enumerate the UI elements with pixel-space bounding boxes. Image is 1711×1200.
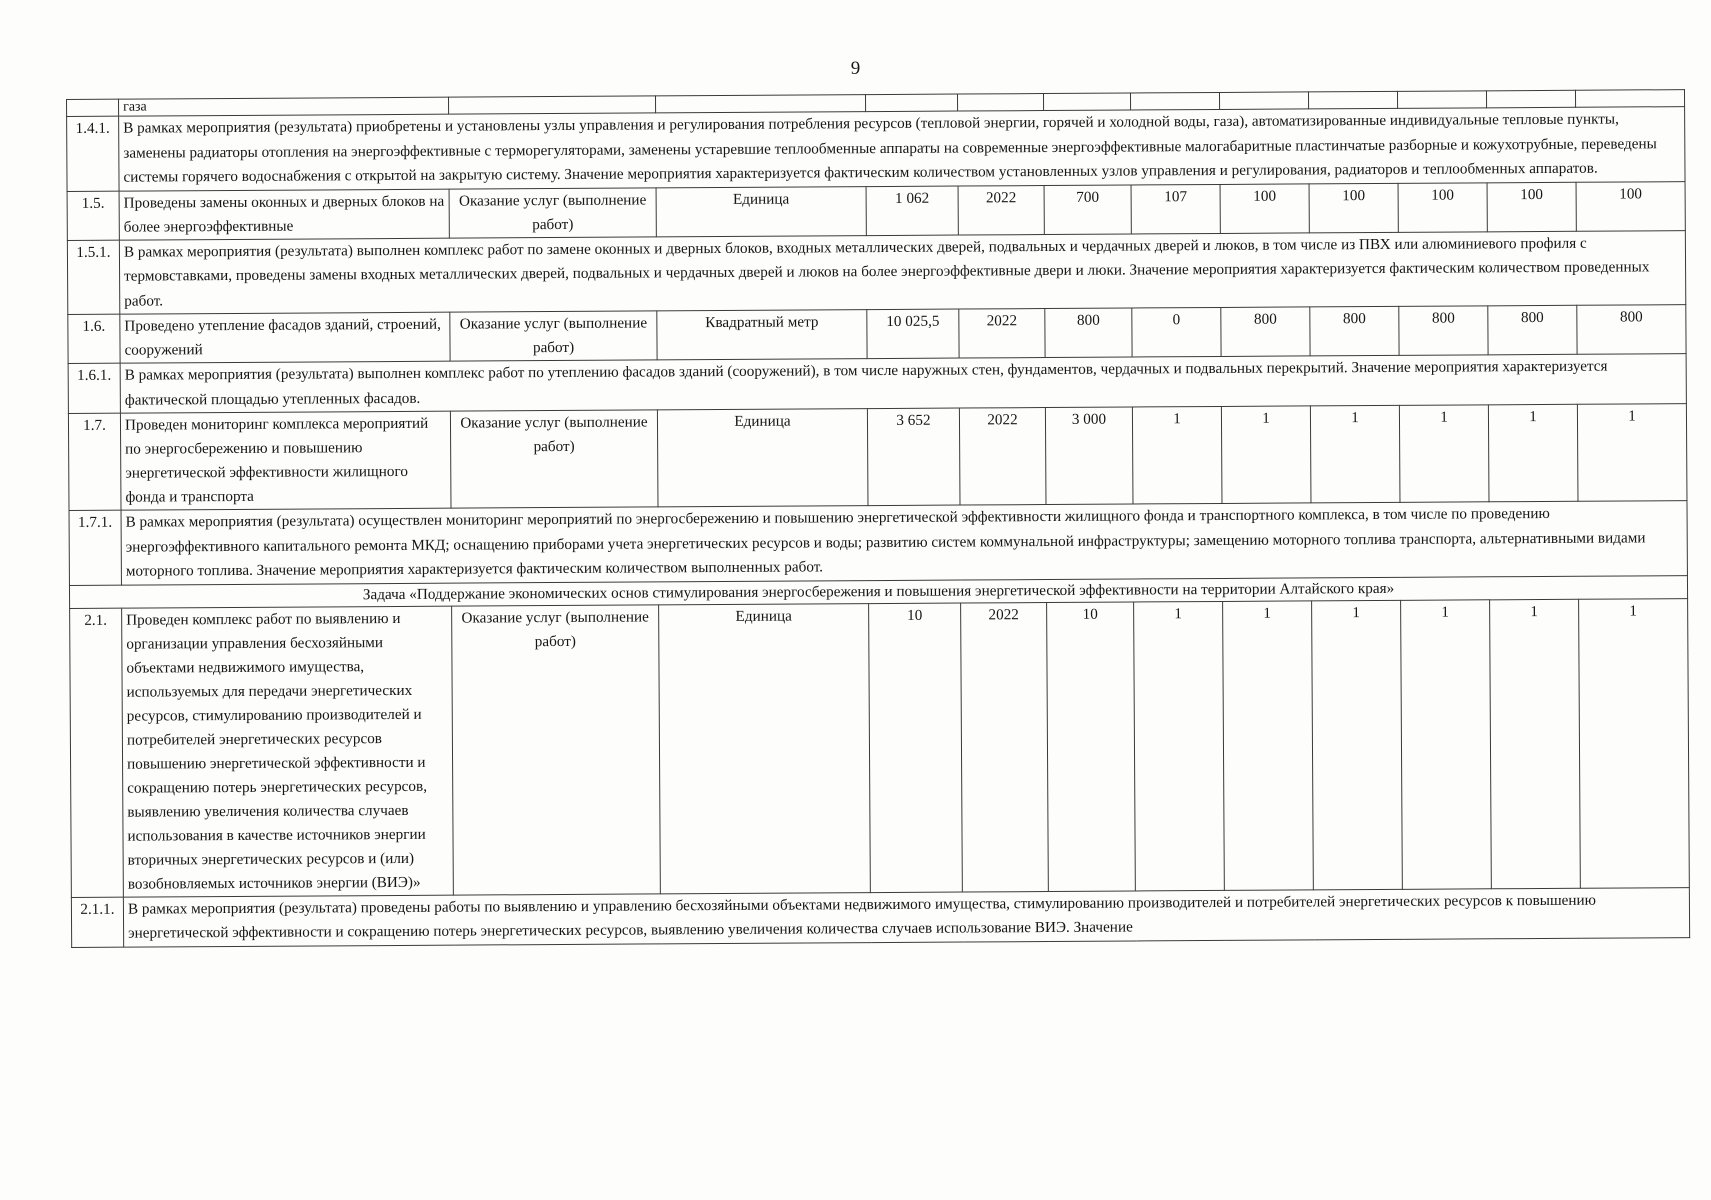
value-1: 800 [1045,308,1132,358]
results-table [66,89,1690,947]
result-description: В рамках мероприятия (результата) приобретены и установлены узлы управления и регулирования потребления ресурсов (тепловой энергии, горячей и холодной воды, газа), автоматизированные индивидуальные тепловые пункты, заменены радиаторы отопления на энергоэффективные с терморегуляторами, заменены устаревшие теплообменные аппараты на современные энергоэффективные малогабаритные пластинчатые разборные и кожухотрубные, переведены системы горячего водоснабжения с открытой на закрытую систему. Значение мероприятия характеризуется фактическим количеством установленных узлов управления и регулирования, радиаторов и теплообменных аппаратов. [119,107,1685,191]
result-type: Оказание услуг (выполнение работ) [452,604,661,894]
task-heading: Задача «Поддержание экономических основ стимулирования энергосбережения и повышения энергетической эффективности на территории Алтайского края» [69,575,1687,608]
base-year: 2022 [958,185,1044,235]
value-3: 1 [1221,406,1311,504]
value-5: 800 [1399,306,1488,356]
value-4: 1 [1312,600,1403,890]
value-6: 800 [1488,305,1577,355]
page-number: 9 [850,58,861,79]
result-description: В рамках мероприятия (результата) выполнен комплекс работ по утеплению фасадов зданий (сооружений), в том числе наружных стен, фундаментов, чердачных и подвальных перекрытий. Значение мероприятия характеризуется фактической площадью утепленных фасадов. [120,354,1686,414]
base-year: 2022 [959,408,1046,506]
value-6: 100 [1487,182,1576,232]
value-3: 1 [1223,600,1314,890]
result-description: В рамках мероприятия (результата) осуществлен мониторинг мероприятий по энергосбережению и повышению энергетической эффективности жилищного фонда и транспортного комплекса, в том числе по проведению энергоэффективного капитального ремонта МКД; оснащению приборами учета энергетических ресурсов и воды; развитию систем коммунальной инфраструктуры; замещению моторного топлива транспорта, альтернативными видами моторного топлива. Значение мероприятия характеризуется фактическим количеством выполненных работ. [121,501,1687,585]
value-2: 0 [1132,307,1221,357]
value-6: 1 [1488,404,1578,502]
value-7: 800 [1577,305,1686,355]
row-number: 1.5.1. [67,240,119,315]
value-5: 100 [1398,182,1487,232]
base-value: 10 025,5 [867,309,959,359]
row-number: 2.1. [70,608,124,897]
base-value: 1 062 [866,186,958,236]
value-2: 107 [1131,184,1220,234]
row-number: 2.1.1. [71,897,123,947]
value-1: 700 [1044,184,1131,234]
table-row [68,404,1687,511]
value-3: 100 [1220,183,1309,233]
base-value: 3 652 [867,408,960,506]
table-row-description [69,501,1687,585]
base-value: 10 [869,603,963,893]
row-number [67,99,119,116]
result-description: В рамках мероприятия (результата) выполнен комплекс работ по замене оконных и дверных блоков, входных металлических дверей, подвальных и чердачных дверей и люков, в том числе из ПВХ или алюминиевого профиля с термовставками, проведены замены входных металлических дверей, подвальных и чердачных дверей и люков на более энергоэффективные двери и люки. Значение мероприятия характеризуется фактическим количеством проведенных работ. [119,230,1685,314]
value-5: 1 [1399,405,1489,503]
result-name: Проведено утепление фасадов зданий, строений, сооружений [120,312,450,363]
value-2: 1 [1132,406,1222,504]
base-year: 2022 [959,309,1045,359]
row-number: 1.6.1. [68,363,120,413]
result-name: газа [119,97,449,116]
table-row-description [71,887,1689,947]
result-description: В рамках мероприятия (результата) проведены работы по выявлению и управлению бесхозяйными объектами недвижимого имущества, стимулированию производителей и потребителей энергетических ресурсов к повышению энергетической эффективности и сокращению потерь энергетических ресурсов, выявлению увеличения количества случаев использование ВИЭ. Значение [123,887,1689,947]
value-7: 1 [1579,598,1690,888]
value-7: 100 [1576,181,1685,231]
unit: Единица [657,409,868,507]
unit: Единица [656,186,866,236]
value-3: 800 [1221,307,1310,357]
value-5: 1 [1401,599,1492,889]
unit: Квадратный метр [657,310,867,360]
table-row-description [67,107,1685,191]
result-type: Оказание услуг (выполнение работ) [450,410,658,508]
row-number: 1.5. [67,191,119,240]
row-number: 1.4.1. [67,116,119,191]
result-name: Проведены замены оконных и дверных блоков на более энергоэффективные [119,189,449,240]
value-1: 10 [1047,601,1136,891]
value-4: 100 [1309,183,1398,233]
result-name: Проведен комплекс работ по выявлению и организации управления бесхозяйными объектами недвижимого имущества, используемых для передачи энергетических ресурсов, стимулированию производителей и потребителей энергетических ресурсов повышению энергетической эффективности и сокращению потерь энергетических ресурсов, выявлению увеличения количества случаев использования в качестве источников энергии вторичных энергетических ресурсов и (или) возобновляемых источников энергии (ВИЭ)» [122,606,454,897]
value-7: 1 [1577,404,1687,502]
result-name: Проведен мониторинг комплекса мероприятий по энергосбережению и повышению энергетической эффективности жилищного фонда и транспорта [120,411,451,510]
result-type: Оказание услуг (выполнение работ) [450,311,657,361]
value-6: 1 [1490,599,1581,889]
row-number: 1.6. [68,314,120,363]
value-1: 3 000 [1045,407,1133,505]
table-row [70,598,1690,897]
value-2: 1 [1134,601,1225,891]
unit: Единица [659,603,871,893]
value-4: 1 [1310,405,1400,503]
row-number: 1.7.1. [69,510,121,585]
row-number: 1.7. [68,413,121,510]
base-year: 2022 [961,602,1049,892]
result-type: Оказание услуг (выполнение работ) [449,187,656,237]
value-4: 800 [1310,306,1399,356]
table-row-description [67,230,1685,314]
